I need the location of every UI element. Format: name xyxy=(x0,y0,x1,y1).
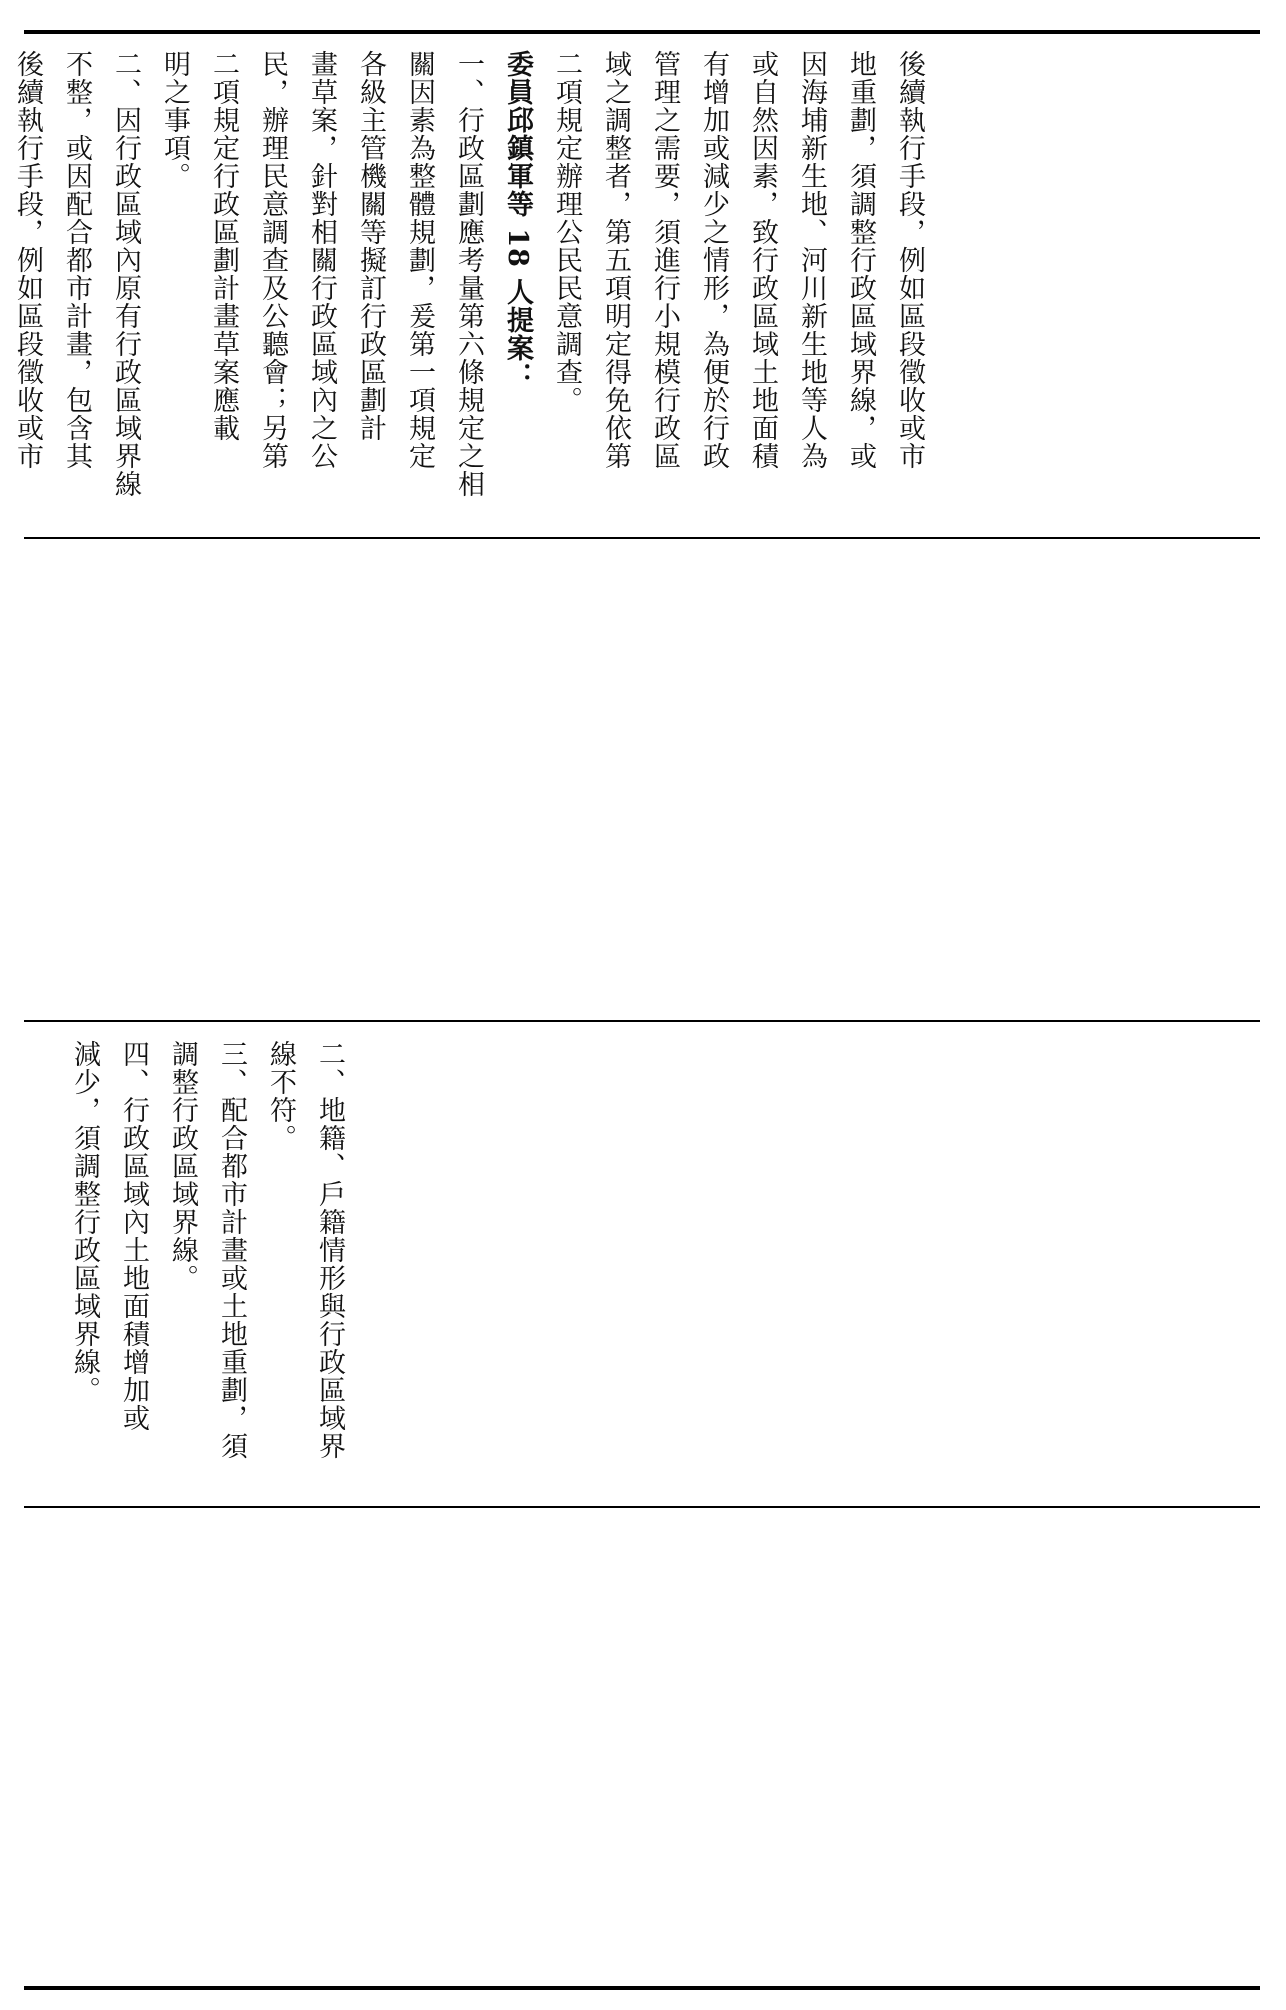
text-line: 或自然因素，致行政區域土地面積 xyxy=(747,50,778,470)
text-line: 二、因行政區域內原有行政區域界線 xyxy=(110,50,141,498)
text-line: 管理之需要，須進行小規模行政區 xyxy=(649,50,680,470)
text-line: 一、行政區劃應考量第六條規定之相 xyxy=(453,50,484,498)
lower-text-panel xyxy=(34,1040,354,1480)
text-line: 民，辦理民意調查及公聽會；另第 xyxy=(257,50,288,470)
divider-middle xyxy=(24,1020,1260,1022)
text-line: 地重劃，須調整行政區域界線，或 xyxy=(845,50,876,470)
text-line: 後續執行手段，例如區段徵收或市 xyxy=(894,50,925,470)
text-line: 後續執行手段，例如區段徵收或市 xyxy=(12,50,43,470)
text-line: 減少，須調整行政區域界線。 xyxy=(69,1040,100,1404)
proposal-heading: 委員邱鎮軍等 18 人提案： xyxy=(502,50,533,391)
text-line: 二、地籍、戶籍情形與行政區域界 xyxy=(314,1040,345,1460)
bottom-rule xyxy=(24,1986,1260,1990)
text-line: 各級主管機關等擬訂行政區劃計 xyxy=(355,50,386,442)
divider-lower xyxy=(24,1506,1260,1508)
top-rule xyxy=(24,30,1260,34)
text-line: 三、配合都市計畫或土地重劃，須 xyxy=(216,1040,247,1460)
text-line: 因海埔新生地、河川新生地等人為 xyxy=(796,50,827,470)
text-line xyxy=(0,50,3,520)
text-line: 明之事項。 xyxy=(159,50,190,190)
text-line: 有增加或減少之情形，為便於行政 xyxy=(698,50,729,470)
text-line: 二項規定行政區劃計畫草案應載 xyxy=(208,50,239,442)
divider-upper xyxy=(24,537,1260,539)
text-line: 關因素為整體規劃，爰第一項規定 xyxy=(404,50,435,470)
text-line: 畫草案，針對相關行政區域內之公 xyxy=(306,50,337,470)
text-line: 二項規定辦理公民民意調查。 xyxy=(551,50,582,414)
text-line: 四、行政區域內土地面積增加或 xyxy=(118,1040,149,1432)
text-line: 線不符。 xyxy=(265,1040,296,1152)
text-line: 調整行政區域界線。 xyxy=(167,1040,198,1292)
text-line: 域之調整者，第五項明定得免依第 xyxy=(600,50,631,470)
text-line: 不整，或因配合都市計畫，包含其 xyxy=(61,50,92,470)
upper-text-panel xyxy=(12,50,934,520)
